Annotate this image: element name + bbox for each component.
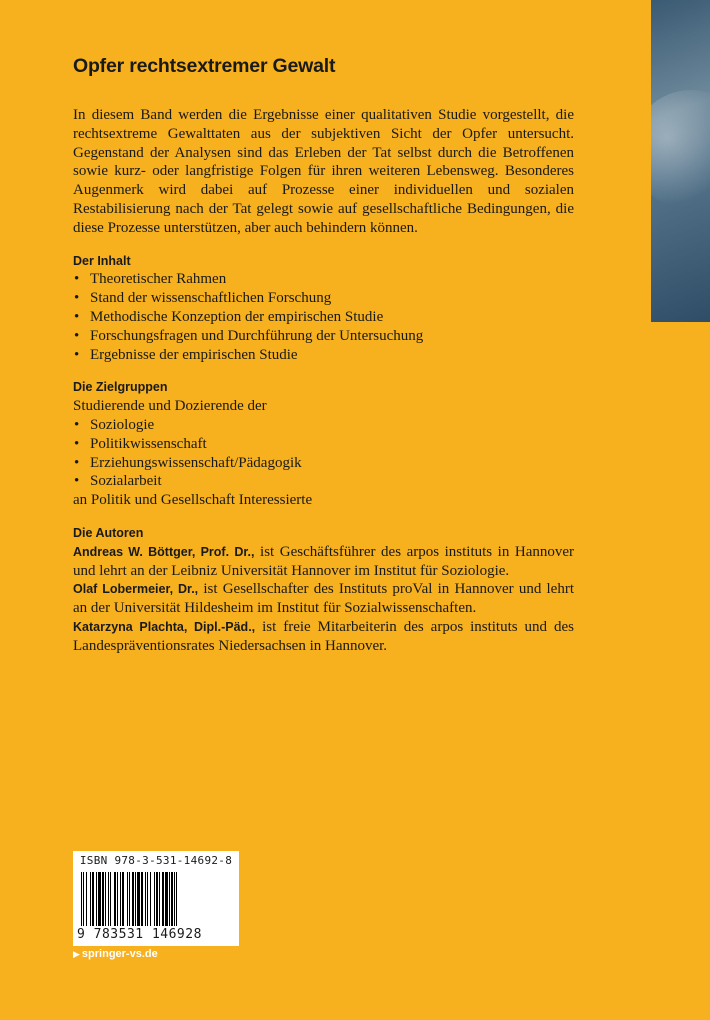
zielgruppen-list	[73, 416, 574, 491]
image-swoosh	[651, 90, 710, 210]
author-name: Olaf Lobermeier, Dr.,	[73, 582, 199, 597]
barcode-bar	[90, 872, 91, 926]
barcode-bar	[174, 872, 175, 926]
barcode-bar	[141, 872, 143, 926]
barcode-bar	[83, 872, 84, 926]
triangle-right-icon: ▶	[73, 949, 80, 959]
barcode-bar	[96, 872, 97, 926]
barcode-bar	[81, 872, 82, 926]
cover-image-strip	[651, 0, 710, 322]
barcode-bar	[137, 872, 140, 926]
barcode-bar	[110, 872, 111, 926]
barcode-bar	[165, 872, 168, 926]
author-bio: ist freie Mitarbeiterin des arpos instituts und des Landespräventionsrates Niedersachsen in Hannover.	[73, 618, 574, 654]
back-cover-text	[73, 106, 574, 656]
barcode-bar	[127, 872, 128, 926]
author-entry	[73, 543, 574, 581]
publisher-url: springer-vs.de	[81, 948, 158, 960]
intro-paragraph: In diesem Band werden die Ergebnisse einer qualitativen Studie vorgestellt, die rechtsextreme Gewalttaten aus der subjektiven Sicht der Opfer untersucht. Gegenstand der Analysen sind das Erleben der Tat selbst durch die Betroffenen sowie kurz- oder langfristige Folgen für ihren weiteren Lebensweg. Besonderes Augenmerk wird dabei auf Prozesse einer individuellen und sozialen Restabilisierung nach der Tat gelegt sowie auf gesellschaftliche Bedingungen, die diese Prozesse unterstützen, aber auch behindern können.	[73, 107, 574, 236]
barcode-bar	[156, 872, 158, 926]
list-item: • Methodische Konzeption der empirischen Studie	[73, 308, 574, 327]
barcode-bar	[154, 872, 155, 926]
publisher-link[interactable]	[73, 948, 158, 960]
author-name: Andreas W. Böttger, Prof. Dr.,	[73, 544, 255, 559]
zielgruppen-heading: Die Zielgruppen	[73, 380, 168, 395]
isbn-label: ISBN 978-3-531-14692-8	[79, 854, 233, 867]
barcode-bar	[86, 872, 87, 926]
barcode-bar	[145, 872, 146, 926]
list-item: • Forschungsfragen und Durchführung der Untersuchung	[73, 327, 574, 346]
barcode-bar	[108, 872, 109, 926]
book-title: Opfer rechtsextremer Gewalt	[73, 55, 336, 77]
author-bio: ist Geschäftsführer des arpos instituts in Hannover und lehrt an der Leibniz Universität Hannover im Institut für Soziologie.	[73, 543, 575, 579]
barcode-bar	[169, 872, 170, 926]
barcode-bar	[102, 872, 104, 926]
isbn-barcode	[73, 851, 239, 946]
author-name: Katarzyna Plachta, Dipl.-Päd.,	[73, 619, 256, 634]
barcode-bar	[120, 872, 121, 926]
author-bio: ist Gesellschafter des Instituts proVal in Hannover und lehrt an der Universität Hildesheim im Institut für Sozialwissenschaften.	[73, 581, 575, 617]
barcode-bar	[98, 872, 101, 926]
author-entry	[73, 580, 574, 618]
barcode-bar	[105, 872, 106, 926]
list-item: • Politikwissenschaft	[73, 435, 574, 454]
list-item: • Sozialarbeit	[73, 472, 574, 491]
list-item: • Ergebnisse der empirischen Studie	[73, 346, 574, 365]
barcode-bar	[114, 872, 116, 926]
barcode-bar	[122, 872, 124, 926]
list-item: • Erziehungswissenschaft/Pädagogik	[73, 454, 574, 473]
list-item: • Stand der wissenschaftlichen Forschung	[73, 289, 574, 308]
barcode-bar	[129, 872, 130, 926]
zielgruppen-lead: Studierende und Dozierende der	[73, 398, 267, 415]
barcode-bar	[132, 872, 134, 926]
list-item: • Theoretischer Rahmen	[73, 270, 574, 289]
barcode-bar	[162, 872, 164, 926]
inhalt-list	[73, 270, 574, 364]
barcode-bar	[150, 872, 151, 926]
inhalt-heading: Der Inhalt	[73, 253, 131, 268]
barcode-bars	[81, 872, 233, 926]
zielgruppen-tail: an Politik und Gesellschaft Interessierte	[73, 492, 313, 509]
barcode-bar	[171, 872, 173, 926]
barcode-bar	[117, 872, 118, 926]
author-entry	[73, 618, 574, 656]
barcode-bar	[135, 872, 136, 926]
barcode-bar	[92, 872, 94, 926]
barcode-bar	[176, 872, 177, 926]
barcode-bar	[159, 872, 160, 926]
barcode-bar	[147, 872, 148, 926]
autoren-heading: Die Autoren	[73, 525, 144, 540]
barcode-digits: 9 783531 146928	[77, 927, 202, 942]
list-item: • Soziologie	[73, 416, 574, 435]
